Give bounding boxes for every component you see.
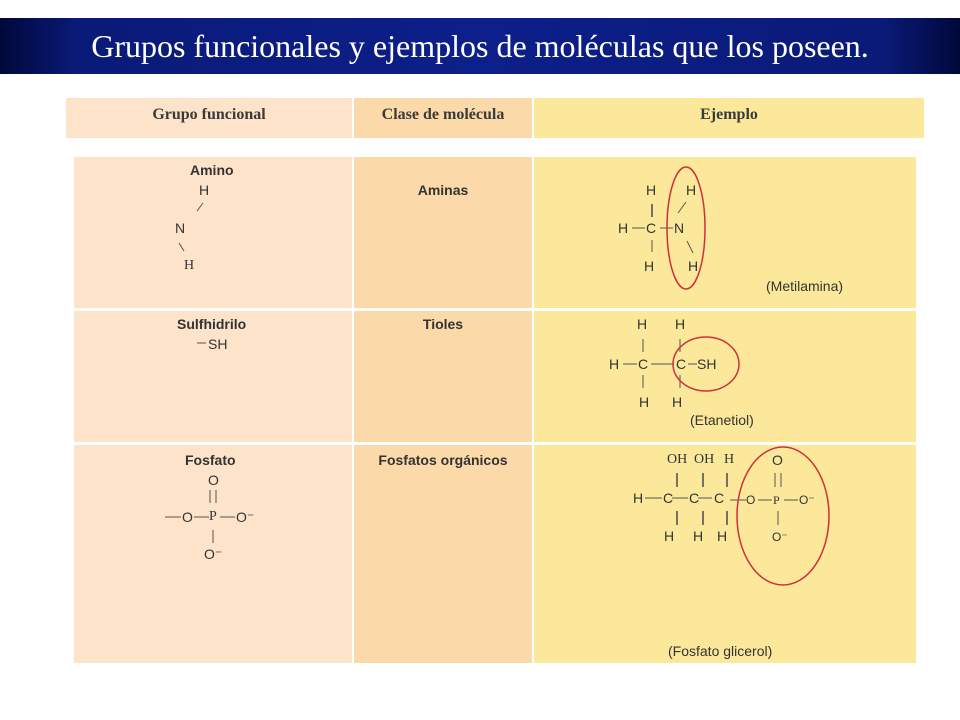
glicerol-atom-c3: C [714, 490, 725, 506]
group-name-fosfato: Fosfato [185, 452, 236, 468]
metilamina-atom-h2: H [686, 182, 697, 198]
row-fosfato-example-cell [534, 445, 916, 663]
metilamina-atom-h4: H [644, 258, 655, 274]
glicerol-atom-h-left: H [633, 490, 644, 506]
etanetiol-atom-h4: H [639, 394, 650, 410]
glicerol-atom-h-b2: H [693, 528, 704, 544]
example-name-fosfato-glicerol: (Fosfato glicerol) [668, 643, 773, 659]
metilamina-atom-n: N [674, 220, 685, 236]
etanetiol-atom-c1: C [638, 356, 649, 372]
row-fosfato-class-cell [354, 445, 532, 663]
glicerol-atom-o1: O [746, 493, 756, 507]
glicerol-atom-h-b3: H [717, 528, 728, 544]
class-name-fosfatos-organicos: Fosfatos orgánicos [378, 452, 508, 468]
amino-group-atom-h2: H [184, 258, 195, 273]
header-clase-molecula: Clase de molécula [354, 98, 532, 138]
glicerol-atom-h-top: H [724, 452, 735, 467]
sulfhidrilo-group-atom-sh: SH [208, 336, 228, 352]
fosfato-group-atom-p: P [209, 509, 217, 524]
header-grupo-funcional: Grupo funcional [66, 98, 352, 138]
page-title: Grupos funcionales y ejemplos de moléculas que los poseen. [91, 28, 869, 64]
amino-group-atom-h1: H [199, 182, 210, 198]
glicerol-atom-c1: C [663, 490, 674, 506]
etanetiol-atom-h2: H [675, 316, 686, 332]
row-amino-group-cell [74, 157, 352, 308]
etanetiol-atom-h3: H [609, 356, 620, 372]
fosfato-group-atom-o2: O⁻ [236, 509, 255, 525]
glicerol-atom-o-top: O [772, 452, 783, 468]
etanetiol-atom-h1: H [637, 316, 648, 332]
class-name-aminas: Aminas [417, 182, 469, 198]
header-ejemplo: Ejemplo [534, 98, 924, 138]
example-name-metilamina: (Metilamina) [766, 278, 844, 294]
class-name-tioles: Tioles [422, 316, 464, 332]
fosfato-group-atom-o1: O [182, 509, 193, 525]
metilamina-atom-h5: H [688, 258, 699, 274]
fosfato-group-atom-o-bottom: O⁻ [204, 546, 223, 562]
etanetiol-atom-c2: C [676, 356, 687, 372]
glicerol-atom-h-b1: H [664, 528, 675, 544]
fosfato-group-atom-o-top: O [208, 472, 219, 488]
example-name-etanetiol: (Etanetiol) [690, 412, 754, 428]
glicerol-atom-oh2: OH [694, 452, 715, 467]
row-amino-class-cell [354, 157, 532, 308]
glicerol-atom-o2: O⁻ [799, 493, 815, 507]
metilamina-atom-h1: H [646, 182, 657, 198]
row-amino-example-cell [534, 157, 916, 308]
glicerol-atom-p: P [773, 493, 780, 507]
glicerol-atom-o-bottom: O⁻ [772, 530, 788, 544]
glicerol-atom-c2: C [689, 490, 700, 506]
metilamina-atom-c: C [646, 220, 657, 236]
metilamina-atom-h3: H [618, 220, 629, 236]
etanetiol-atom-h5: H [672, 394, 683, 410]
amino-group-atom-n: N [175, 220, 186, 236]
etanetiol-atom-sh: SH [697, 356, 717, 372]
group-name-sulfhidrilo: Sulfhidrilo [177, 316, 247, 332]
glicerol-atom-oh1: OH [667, 452, 688, 467]
group-name-amino: Amino [190, 162, 234, 178]
